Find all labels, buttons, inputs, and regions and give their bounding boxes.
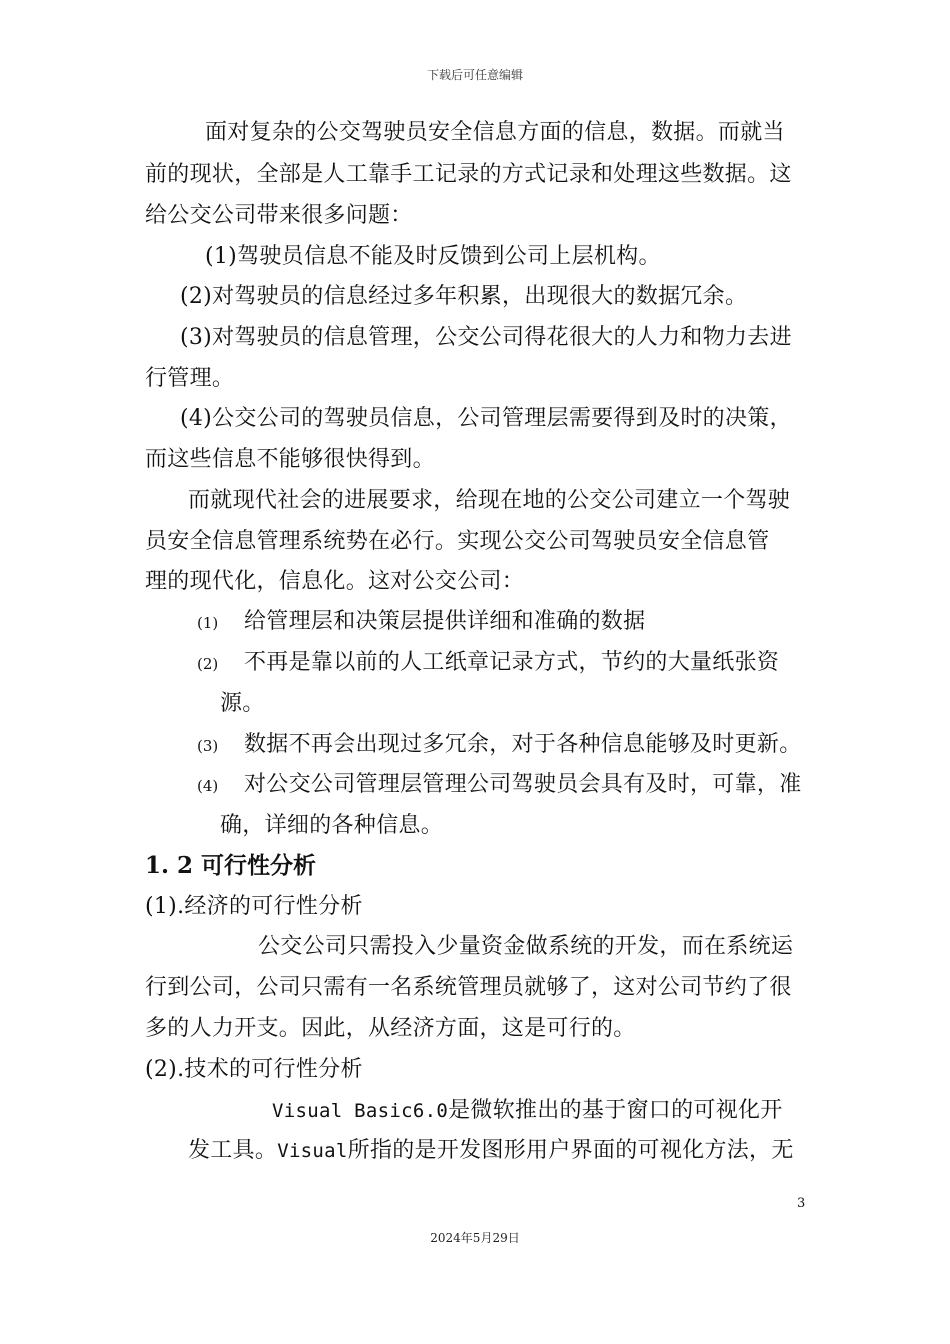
para1-line1: 面对复杂的公交驾驶员安全信息方面的信息，数据。而就当 (205, 120, 785, 145)
problem-3-line1: (3)对驾驶员的信息管理，公交公司得花很大的人力和物力去进 (180, 325, 792, 350)
benefit-2-text-line1: 不再是靠以前的人工纸章记录方式，节约的大量纸张资 (244, 650, 780, 675)
benefit-3-text: 数据不再会出现过多冗余，对于各种信息能够及时更新。 (244, 732, 802, 757)
econ-subheading: (1).经济的可行性分析 (145, 894, 363, 919)
page-header: 下载后可任意编辑 (426, 68, 523, 82)
para2-line3: 理的现代化，信息化。这对公交公司： (145, 569, 525, 594)
tech-line2-text: 所指的是开发图形用户界面的可视化方法，无 (347, 1138, 794, 1163)
tech-subheading: (2).技术的可行性分析 (145, 1057, 363, 1082)
tech-line2-product: Visual (277, 1140, 348, 1162)
page-number: 3 (797, 1196, 806, 1211)
para1-line3: 给公交公司带来很多问题： (145, 203, 413, 228)
tech-line2-start: 发工具。 (188, 1138, 278, 1163)
problem-2: (2)对驾驶员的信息经过多年积累，出现很大的数据冗余。 (180, 284, 748, 309)
econ-line1: 公交公司只需投入少量资金做系统的开发，而在系统运 (258, 934, 794, 959)
section-heading: 1. 2 可行性分析 (145, 852, 317, 879)
problem-1: (1)驾驶员信息不能及时反馈到公司上层机构。 (205, 244, 661, 269)
tech-line1 (272, 1096, 783, 1126)
problem-4-line2: 而这些信息不能够很快得到。 (145, 447, 435, 472)
benefit-1-number: (1) (197, 614, 219, 632)
para1-line2: 前的现状，全部是人工靠手工记录的方式记录和处理这些数据。这 (145, 162, 792, 187)
footer-date: 2024年5月29日 (430, 1231, 520, 1245)
problem-4-line1: (4)公交公司的驾驶员信息，公司管理层需要得到及时的决策， (180, 406, 792, 431)
econ-line3: 多的人力开支。因此，从经济方面，这是可行的。 (145, 1016, 636, 1041)
tech-line1-text: 是微软推出的基于窗口的可视化开 (448, 1098, 783, 1123)
benefit-2-number: (2) (197, 655, 219, 673)
tech-line1-product: Visual Basic6.0 (272, 1100, 449, 1122)
benefit-1-text: 给管理层和决策层提供详细和准确的数据 (244, 609, 646, 634)
tech-line2 (188, 1136, 794, 1166)
problem-3-line2: 行管理。 (145, 366, 235, 391)
econ-line2: 行到公司，公司只需有一名系统管理员就够了，这对公司节约了很 (145, 975, 792, 1000)
benefit-4-text-line2: 确，详细的各种信息。 (220, 813, 444, 838)
para2-line1: 而就现代社会的进展要求，给现在地的公交公司建立一个驾驶 (188, 488, 791, 513)
benefit-4-text-line1: 对公交公司管理层管理公司驾驶员会具有及时，可靠，准 (244, 772, 802, 797)
benefit-4-number: (4) (197, 777, 219, 795)
benefit-2-text-line2: 源。 (220, 691, 265, 716)
benefit-3-number: (3) (197, 737, 219, 755)
para2-line2: 员安全信息管理系统势在必行。实现公交公司驾驶员安全信息管 (145, 529, 770, 554)
